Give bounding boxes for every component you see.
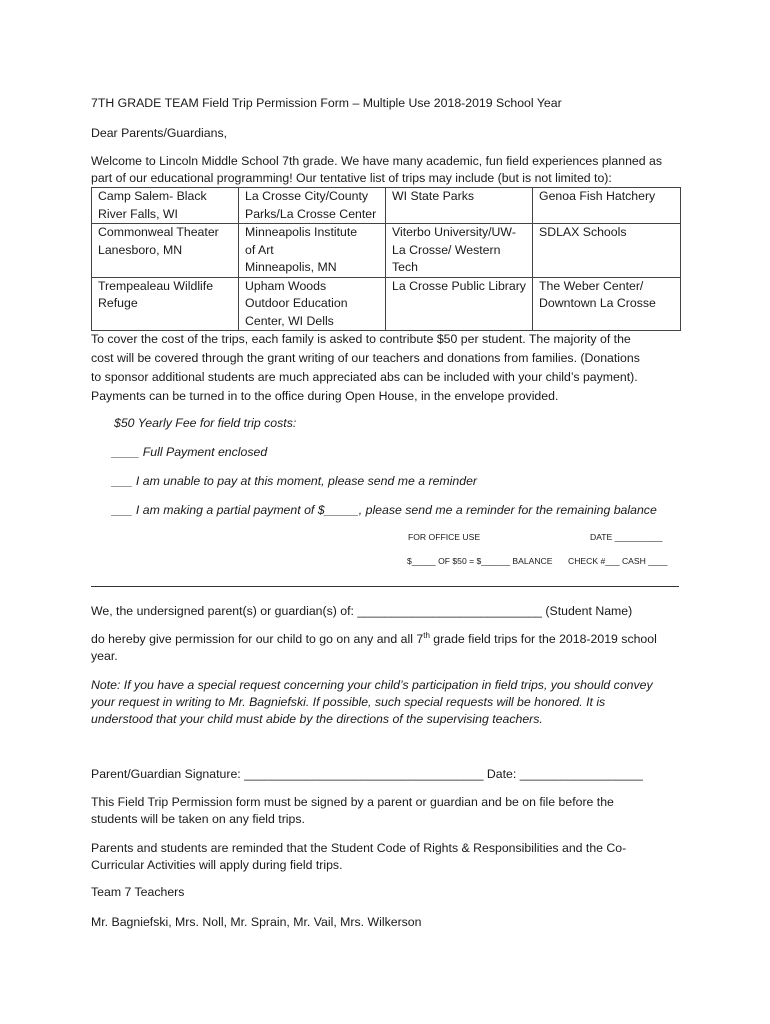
cut-line-divider (91, 586, 679, 587)
office-use-label: FOR OFFICE USE (408, 532, 481, 542)
table-row (92, 224, 681, 278)
greeting: Dear Parents/Guardians, (91, 126, 228, 140)
trip-cell: WI State Parks (386, 188, 533, 224)
note-line-1: Note: If you have a special request concerning your child’s participation in field trips, you should convey (91, 678, 653, 692)
trip-cell: Commonweal Theater Lanesboro, MN (92, 224, 239, 278)
trip-cell: SDLAX Schools (533, 224, 681, 278)
trip-cell: Viterbo University/UW- La Crosse/ Western Tech (386, 224, 533, 278)
trip-cell: La Crosse Public Library (386, 277, 533, 331)
cost-line-2: cost will be covered through the grant writing of our teachers and donations from families. (Donations (91, 351, 640, 365)
cost-line-4: Payments can be turned in to the office during Open House, in the envelope provided. (91, 389, 559, 403)
fee-heading: $50 Yearly Fee for field trip costs: (114, 416, 297, 430)
trip-cell: Camp Salem- Black River Falls, WI (92, 188, 239, 224)
intro-line-1: Welcome to Lincoln Middle School 7th grade. We have many academic, fun field experiences planned as (91, 154, 662, 168)
cost-line-3: to sponsor additional students are much appreciated abs can be included with your child’s payment). (91, 370, 638, 384)
parent-student-line[interactable]: We, the undersigned parent(s) or guardian(s) of: ___________________________ (Student Name) (91, 604, 633, 618)
trip-cell: Minneapolis Institute of Art Minneapolis, MN (239, 224, 386, 278)
office-date-field: DATE __________ (590, 532, 663, 542)
office-check-cash-field: CHECK #___ CASH ____ (568, 556, 668, 566)
trip-cell: Genoa Fish Hatchery (533, 188, 681, 224)
code-reminder-line-1: Parents and students are reminded that the Student Code of Rights & Responsibilities and the Co- (91, 841, 627, 855)
code-reminder-line-2: Curricular Activities will apply during field trips. (91, 858, 343, 872)
teacher-names: Mr. Bagniefski, Mrs. Noll, Mr. Sprain, Mr. Vail, Mrs. Wilkerson (91, 915, 422, 929)
trip-cell: Trempealeau Wildlife Refuge (92, 277, 239, 331)
note-line-2: your request in writing to Mr. Bagniefski. If possible, such special requests will be honored. It is (91, 695, 606, 709)
office-balance-field: $_____ OF $50 = $______ BALANCE (407, 556, 553, 566)
option-reminder[interactable]: ___ I am unable to pay at this moment, please send me a reminder (112, 474, 478, 488)
table-row (92, 188, 681, 224)
on-file-line-1: This Field Trip Permission form must be signed by a parent or guardian and be on file before the (91, 795, 614, 809)
team-name: Team 7 Teachers (91, 885, 185, 899)
permission-line-1: do hereby give permission for our child to go on any and all 7th grade field trips for the 2018-2019 school (91, 630, 657, 646)
intro-line-2: part of our educational programming! Our tentative list of trips may include (but is not limited to): (91, 171, 612, 185)
option-partial-payment[interactable]: ___ I am making a partial payment of $_____, please send me a reminder for the remaining balance (112, 503, 657, 517)
signature-date-line[interactable]: Parent/Guardian Signature: ___________________________________ Date: __________________ (91, 767, 643, 781)
cost-line-1: To cover the cost of the trips, each family is asked to contribute $50 per student. The majority of the (91, 332, 631, 346)
trip-list-table (91, 187, 681, 331)
trip-cell: The Weber Center/ Downtown La Crosse (533, 277, 681, 331)
form-title: 7TH GRADE TEAM Field Trip Permission Form – Multiple Use 2018-2019 School Year (91, 96, 562, 110)
permission-line-2: year. (91, 649, 118, 663)
option-full-payment[interactable]: ____ Full Payment enclosed (112, 445, 268, 459)
on-file-line-2: students will be taken on any field trips. (91, 812, 305, 826)
trip-cell: Upham Woods Outdoor Education Center, WI Dells (239, 277, 386, 331)
table-row (92, 277, 681, 331)
note-line-3: understood that your child must abide by the directions of the supervising teachers. (91, 712, 543, 726)
trip-cell: La Crosse City/County Parks/La Crosse Center (239, 188, 386, 224)
